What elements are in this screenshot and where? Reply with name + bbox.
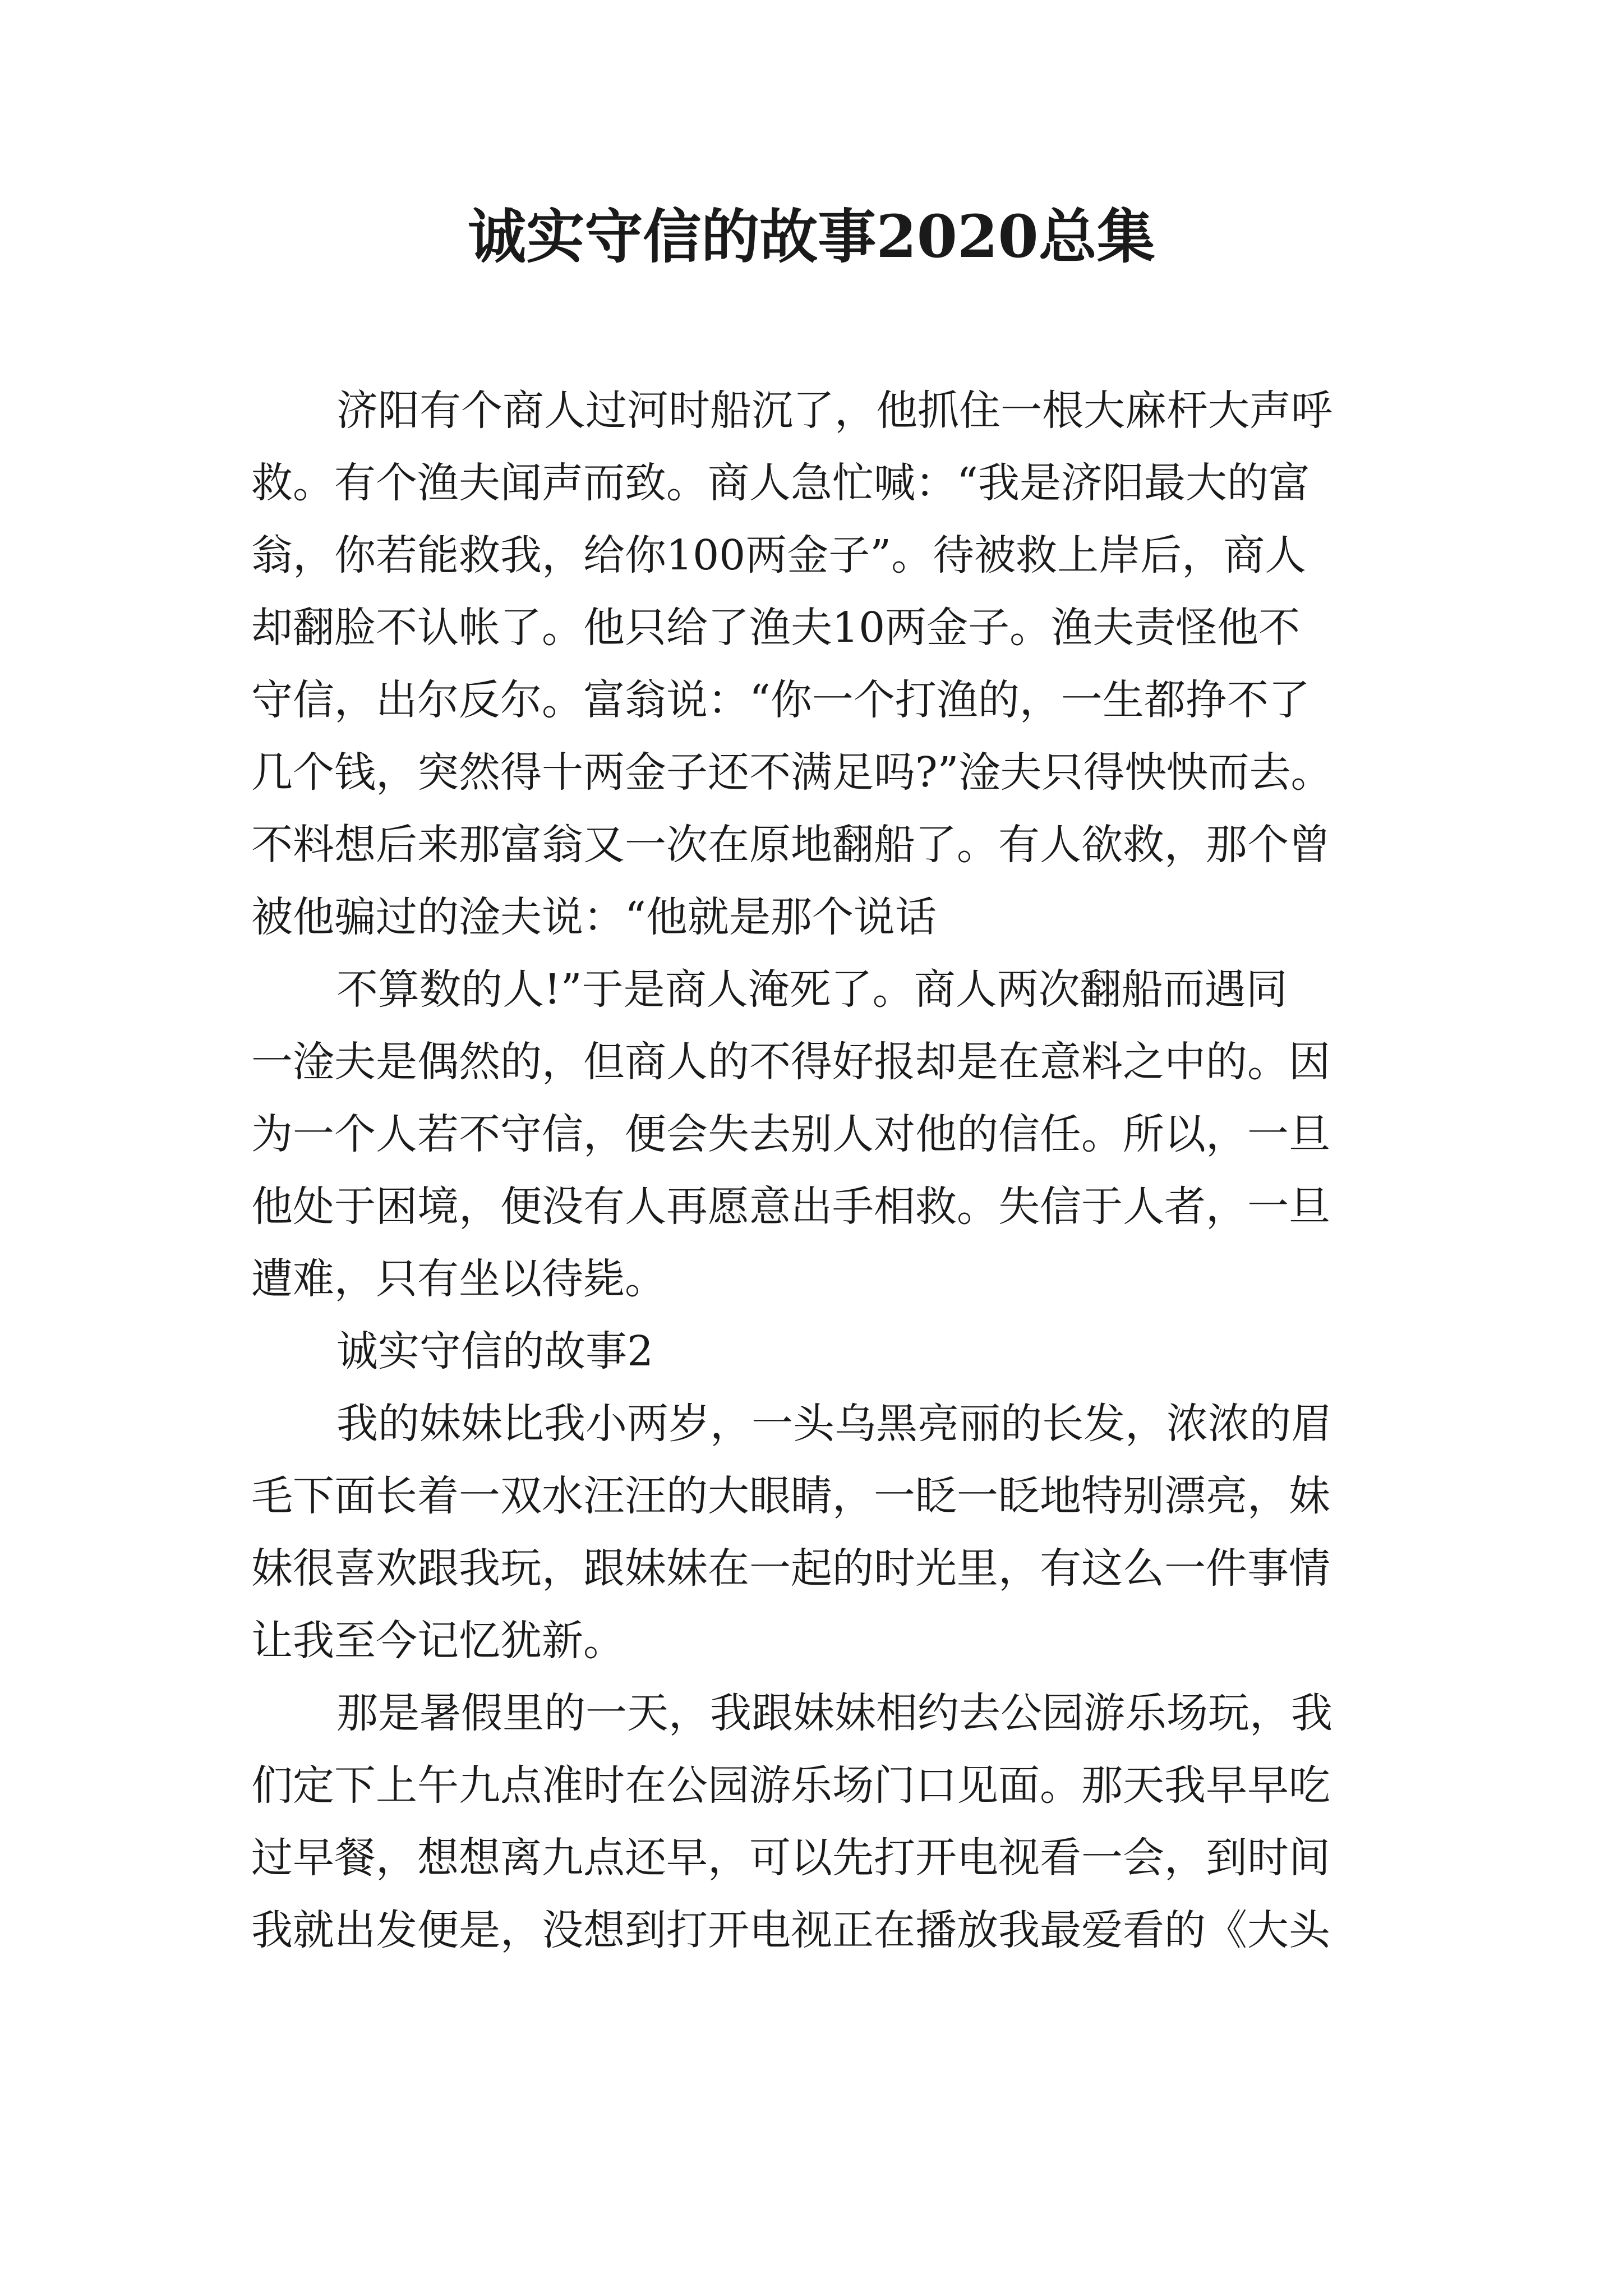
text-line: 为一个人若不守信，便会失去别人对他的信任。所以，一旦 (251, 1110, 1330, 1158)
text-line: 却翻脸不认帐了。他只给了渔夫10两金子。渔夫责怪他不 (251, 604, 1301, 652)
text-line: 毛下面长着一双水汪汪的大眼睛，一眨一眨地特别漂亮，妹 (251, 1472, 1330, 1520)
text-line: 几个钱，突然得十两金子还不满足吗?”淦夫只得怏怏而去。 (251, 748, 1332, 797)
text-line: 他处于困境，便没有人再愿意出手相救。失信于人者，一旦 (251, 1182, 1330, 1231)
document-body (251, 375, 1384, 1967)
paragraph-1 (251, 375, 1384, 954)
text-line: 妹很喜欢跟我玩，跟妹妹在一起的时光里，有这么一件事情 (251, 1544, 1330, 1593)
text-line: 们定下上午九点准时在公园游乐场门口见面。那天我早早吃 (251, 1761, 1330, 1810)
text-line: 救。有个渔夫闻声而致。商人急忙喊：“我是济阳最大的富 (251, 459, 1310, 507)
text-line: 济阳有个商人过河时船沉了，他抓住一根大麻杆大声呼 (336, 386, 1332, 435)
text-line: 遭难，只有坐以待毙。 (251, 1255, 666, 1303)
text-line: 不算数的人!”于是商人淹死了。商人两次翻船而遇同 (336, 965, 1288, 1014)
paragraph-3 (251, 1388, 1384, 1677)
text-line: 诚实守信的故事2 (336, 1327, 654, 1375)
document-title: 诚实守信的故事2020总集 (468, 202, 1155, 271)
paragraph-4 (251, 1677, 1384, 1967)
text-line: 翁，你若能救我，给你100两金子”。待被救上岸后，商人 (251, 531, 1307, 579)
text-line: 我的妹妹比我小两岁，一头乌黑亮丽的长发，浓浓的眉 (336, 1400, 1332, 1448)
text-line: 被他骗过的淦夫说：“他就是那个说话 (251, 893, 937, 941)
text-line: 那是暑假里的一天，我跟妹妹相约去公园游乐场玩，我 (336, 1689, 1332, 1737)
text-line: 一淦夫是偶然的，但商人的不得好报却是在意料之中的。因 (251, 1038, 1330, 1086)
text-line: 过早餐，想想离九点还早，可以先打开电视看一会，到时间 (251, 1834, 1330, 1882)
text-line: 我就出发便是，没想到打开电视正在播放我最爱看的《大头 (251, 1906, 1330, 1954)
paragraph-2 (251, 954, 1384, 1315)
text-line: 不料想后来那富翁又一次在原地翻船了。有人欲救，那个曾 (251, 821, 1330, 869)
text-line: 让我至今记忆犹新。 (251, 1617, 625, 1665)
text-line: 守信，出尔反尔。富翁说：“你一个打渔的，一生都挣不了 (251, 676, 1310, 724)
section-heading-2 (251, 1315, 1384, 1388)
